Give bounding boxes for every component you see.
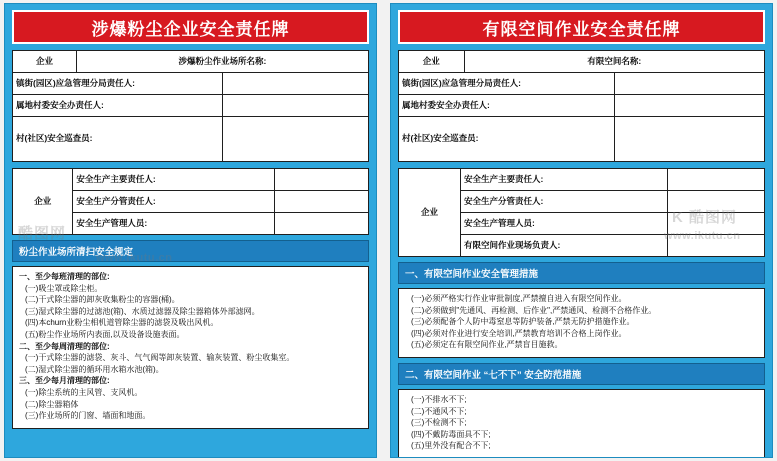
rule-line: 三、至少每月清理的部位:	[19, 376, 110, 386]
site-name-header-left: 涉爆粉尘作业场所名称:	[76, 51, 368, 73]
rule-line: (五)必须定在有限空间作业,严禁盲目施救。	[411, 340, 563, 350]
resp-row-site-lead-right: 有限空间作业现场负责人:	[460, 235, 667, 257]
resp-value-main-left[interactable]	[274, 169, 368, 191]
board-title-right: 有限空间作业安全责任牌	[482, 19, 681, 39]
rule-line: (二)必须做到"先通风、再检测、后作业",严禁通风、检测不合格作业。	[411, 305, 657, 315]
rule-line: (一)必须严格实行作业审批制度,严禁擅自进入有限空间作业。	[411, 294, 627, 303]
board-title-left: 涉爆粉尘企业安全责任牌	[91, 19, 290, 39]
rule-line: (一)吸尘罩或除尘柜。	[25, 283, 103, 293]
rule-line: 一、至少每班清理的部位:	[19, 272, 110, 281]
rule-line: (二)除尘器箱体	[25, 399, 79, 409]
responsibility-table-right	[398, 168, 765, 257]
company-label-left: 企业	[13, 51, 77, 73]
row-value-bureau-right[interactable]	[614, 73, 764, 95]
row-label-bureau-left: 镇街(园区)应急管理分局责任人:	[13, 73, 223, 95]
row-label-inspector-right: 村(社区)安全巡查员:	[399, 117, 615, 162]
site-name-header-right: 有限空间名称:	[464, 51, 764, 73]
table-row	[399, 169, 765, 191]
rule-line: 二、至少每周清理的部位:	[19, 341, 110, 351]
rule-line: (五)里外没有配合不下;	[411, 441, 491, 451]
resp-value-deputy-left[interactable]	[274, 191, 368, 213]
row-value-village-left[interactable]	[222, 95, 368, 117]
watermark-left: 酷图网	[18, 225, 67, 242]
table-row	[13, 51, 369, 73]
row-label-village-right: 属地村委安全办责任人:	[399, 95, 615, 117]
board-dust-safety	[4, 3, 377, 458]
table-row	[13, 95, 369, 117]
rule-line: (四)必须对作业进行安全培训,严禁教育培训不合格上岗作业。	[411, 328, 627, 338]
cleaning-rules-body	[12, 266, 369, 429]
rule-line: (四)本churn业粉尘相机道管除尘器的滤袋及吸出风机。	[25, 318, 219, 328]
row-value-bureau-left[interactable]	[222, 73, 368, 95]
resp-value-main-right[interactable]	[668, 169, 765, 191]
row-value-village-right[interactable]	[614, 95, 764, 117]
resp-row-main-right: 安全生产主要责任人:	[460, 169, 667, 191]
table-row	[13, 169, 369, 191]
management-measures-body	[398, 288, 765, 358]
row-value-inspector-right[interactable]	[614, 117, 764, 162]
top-info-table-left	[12, 50, 369, 162]
resp-row-deputy-right: 安全生产分管责任人:	[460, 191, 667, 213]
rule-line: (二)干式除尘器的卸灰收集粉尘的容器(桶)。	[25, 295, 180, 305]
row-value-inspector-left[interactable]	[222, 117, 368, 162]
resp-row-manager-left: 安全生产管理人员:	[73, 213, 275, 235]
row-label-inspector-left: 村(社区)安全巡查员:	[13, 117, 223, 162]
rule-line: (一)除尘系统的主风管、支风机。	[25, 387, 143, 397]
table-row	[13, 73, 369, 95]
rule-line: (二)湿式除尘器的循环用水箱水池(箱)。	[25, 364, 164, 374]
responsibility-table-left	[12, 168, 369, 235]
rule-line: (三)不检测不下;	[411, 418, 467, 428]
table-row	[399, 51, 765, 73]
resp-row-manager-right: 安全生产管理人员:	[460, 213, 667, 235]
resp-row-main-left: 安全生产主要责任人:	[73, 169, 275, 191]
resp-value-manager-right[interactable]	[668, 213, 765, 235]
rule-line: (四)不戴防毒面具不下;	[411, 429, 491, 439]
company-label-right: 企业	[399, 51, 465, 73]
watermark-right: K 酷图网	[672, 209, 738, 226]
resp-company-label-left: 企业	[13, 169, 73, 235]
table-row	[13, 117, 369, 162]
row-label-village-left: 属地村委安全办责任人:	[13, 95, 223, 117]
watermark-right-url: www.ikutu.cn	[664, 230, 741, 242]
watermark-left-url: www.ikutu.cn	[96, 252, 173, 264]
rule-line: (二)不通风不下;	[411, 406, 467, 416]
table-row	[399, 95, 765, 117]
section-header-seven-no-rules: 二、有限空间作业 “七不下” 安全防范措施	[398, 363, 765, 385]
row-label-bureau-right: 镇街(园区)应急管理分局责任人:	[399, 73, 615, 95]
rule-line: (三)湿式除尘器的过滤池(箱)、水质过滤器及除尘器箱体外部滤网。	[25, 306, 260, 316]
board-title-bar-left	[12, 10, 369, 44]
rule-line: (五)粉尘作业场所内表面,以及设备设施表面。	[25, 329, 185, 339]
section-header-cleaning-rules: 粉尘作业场所清扫安全规定	[12, 240, 369, 262]
resp-value-manager-left[interactable]	[274, 213, 368, 235]
board-title-bar-right	[398, 10, 765, 44]
board-confined-space	[390, 3, 773, 458]
resp-row-deputy-left: 安全生产分管责任人:	[73, 191, 275, 213]
table-row	[399, 117, 765, 162]
top-info-table-right	[398, 50, 765, 162]
rule-line: (三)必须配备个人防中毒窒息等防护装备,严禁无防护措施作业。	[411, 317, 635, 327]
rule-line: (三)作业场所的门窗、墙面和地面。	[25, 411, 151, 421]
resp-company-label-right: 企业	[399, 169, 461, 257]
section-header-management-measures: 一、有限空间作业安全管理措施	[398, 262, 765, 284]
table-row	[399, 73, 765, 95]
rule-line: (一)不排水不下;	[411, 394, 467, 404]
resp-value-deputy-right[interactable]	[668, 191, 765, 213]
seven-no-rules-body	[398, 389, 765, 458]
resp-value-site-lead-right[interactable]	[668, 235, 765, 257]
rule-line: (一)干式除尘器的滤袋、灰斗、气气阀等卸灰装置、输灰装置、粉尘收集室。	[25, 353, 295, 363]
